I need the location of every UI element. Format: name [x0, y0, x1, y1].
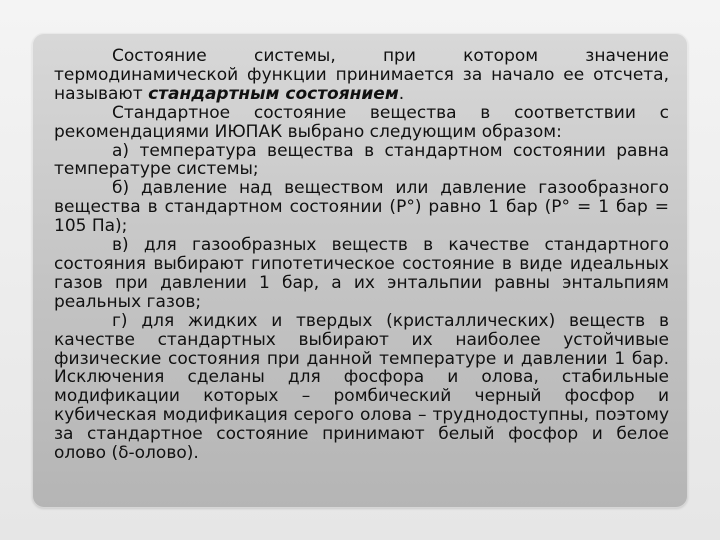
iupac-intro-paragraph: Стандартное состояние вещества в соответствии с рекомендациями ИЮПАК выбрано следующим образом: [54, 102, 669, 142]
definition-text: Состояние системы, при котором значение термодинамической функции принимается за начало ее отсчета, называют [54, 46, 669, 104]
definition-paragraph [54, 47, 669, 104]
definition-end: . [398, 83, 405, 104]
item-d-paragraph: г) для жидких и твердых (кристаллических) веществ в качестве стандартных выбирают их наиболее устойчивые физические состояния при данной температуре и давлении 1 бар. Исключения сделаны для фосфора и олова, стабильные модификации которых – ромбический черный фосфор и кубическая модификация серого олова – труднодоступны, поэтому за стандартное состояние принимают белый фосфор и белое олово (δ-олово). [54, 310, 669, 464]
item-c-paragraph: в) для газообразных веществ в качестве стандартного состояния выбирают гипотетическое состояние в виде идеальных газов при давлении 1 бар, а их энтальпии равны энтальпиям реальных газов; [54, 235, 669, 312]
item-b-paragraph: б) давление над веществом или давление газообразного вещества в стандартном состоянии (P°) равно 1 бар (P° = 1 бар = 105 Па); [54, 178, 669, 237]
slide-text-frame [54, 47, 669, 463]
standard-state-term: стандартным состоянием [148, 83, 399, 104]
item-a-paragraph: а) температура вещества в стандартном состоянии равна температуре системы; [54, 140, 669, 180]
